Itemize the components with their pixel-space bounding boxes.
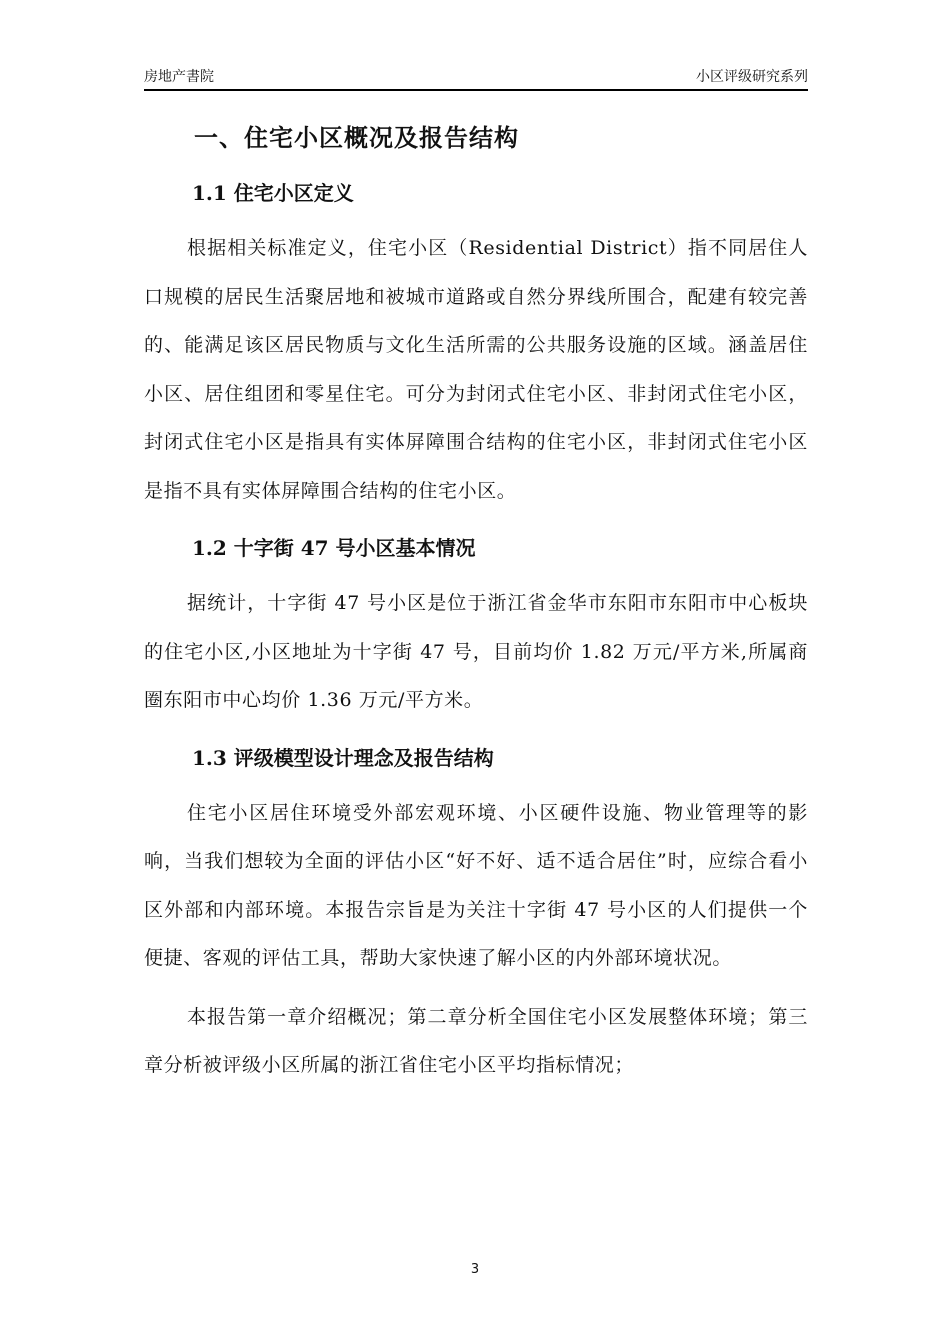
document-body xyxy=(144,118,808,1100)
section-1-3-paragraph-2: 本报告第一章介绍概况；第二章分析全国住宅小区发展整体环境；第三章分析被评级小区所属的浙江省住宅小区平均指标情况； xyxy=(144,1005,808,1076)
header-series-title: 小区评级研究系列 xyxy=(696,69,808,85)
section-1-1-paragraph: 根据相关标准定义，住宅小区（Residential District）指不同居住人口规模的居民生活聚居地和被城市道路或自然分界线所围合，配建有较完善的、能满足该区居民物质与文化生活所需的公共服务设施的区域。涵盖居住小区、居住组团和零星住宅。可分为封闭式住宅小区、非封闭式住宅小区，封闭式住宅小区是指具有实体屏障围合结构的住宅小区，非封闭式住宅小区是指不具有实体屏障围合结构的住宅小区。 xyxy=(144,237,808,502)
page-number: 3 xyxy=(470,1262,480,1277)
header-divider xyxy=(144,89,808,91)
section-heading-1-1: 1.1 住宅小区定义 xyxy=(192,181,354,205)
page-header xyxy=(144,66,808,88)
header-publisher: 房地产書院 xyxy=(144,69,214,85)
section-1-3-paragraph-1: 住宅小区居住环境受外部宏观环境、小区硬件设施、物业管理等的影响，当我们想较为全面的评估小区“好不好、适不适合居住”时，应综合看小区外部和内部环境。本报告宗旨是为关注十字街 47 号小区的人们提供一个便捷、客观的评估工具，帮助大家快速了解小区的内外部环境状况。 xyxy=(144,801,808,969)
section-1-2-paragraph: 据统计，十字街 47 号小区是位于浙江省金华市东阳市东阳市中心板块的住宅小区,小区地址为十字街 47 号，目前均价 1.82 万元/平方米,所属商圈东阳市中心均价 1.36 万元/平方米。 xyxy=(144,592,808,711)
chapter-title: 一、住宅小区概况及报告结构 xyxy=(194,123,519,152)
section-heading-1-2: 1.2 十字街 47 号小区基本情况 xyxy=(192,536,476,560)
section-heading-1-3: 1.3 评级模型设计理念及报告结构 xyxy=(192,745,494,770)
